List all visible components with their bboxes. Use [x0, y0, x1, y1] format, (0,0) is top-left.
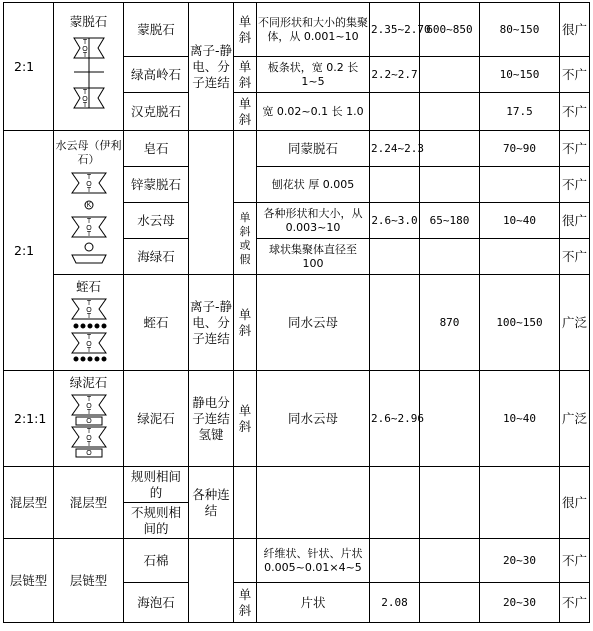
structure-label: 水云母（伊利石） — [55, 138, 122, 166]
value1-cell — [420, 93, 480, 131]
mineral-name-cell: 规则相间的 — [124, 467, 189, 503]
form-size-cell: 刨花状 厚 0.005 — [257, 167, 370, 203]
value1-cell — [420, 539, 480, 583]
bond-type-cell — [189, 539, 234, 623]
svg-text:T: T — [82, 88, 87, 96]
layer-structure-diagram — [64, 295, 114, 367]
value1-cell — [420, 467, 480, 539]
value2-cell — [480, 167, 560, 203]
svg-text:T: T — [86, 395, 91, 403]
table-row — [4, 467, 590, 503]
value2-cell: 70~90 — [480, 131, 560, 167]
svg-text:T: T — [86, 427, 91, 435]
svg-text:O: O — [85, 340, 92, 348]
crystal-system-cell: 单斜 — [234, 275, 257, 371]
value2-cell — [480, 467, 560, 539]
svg-text:O: O — [85, 449, 92, 457]
value2-cell: 17.5 — [480, 93, 560, 131]
mineral-name-cell: 蛭石 — [124, 275, 189, 371]
crystal-system-cell: 单斜 — [234, 93, 257, 131]
structure-label: 绿泥石 — [69, 374, 108, 390]
distribution-cell: 不广 — [560, 539, 590, 583]
table-row — [4, 371, 590, 467]
density-cell: 2.2~2.7 — [370, 57, 420, 93]
layer-structure-diagram — [64, 391, 114, 463]
structure-type-cell: 2:1 — [4, 131, 54, 371]
bond-type-cell: 离子-静电、分子连结 — [189, 275, 234, 371]
mineral-name-cell: 绿泥石 — [124, 371, 189, 467]
density-cell — [370, 467, 420, 539]
structure-type-cell: 混层型 — [4, 467, 54, 539]
svg-text:T: T — [86, 440, 91, 448]
structure-type-cell: 2:1 — [4, 3, 54, 131]
value1-cell: 65~180 — [420, 203, 480, 239]
structure-diagram-cell — [54, 371, 124, 467]
structure-diagram-cell — [54, 275, 124, 371]
structure-diagram-cell — [54, 3, 124, 131]
density-cell: 2.6~3.0 — [370, 203, 420, 239]
mineral-name-cell: 绿高岭石 — [124, 57, 189, 93]
bond-type-cell: 离子-静电、分子连结 — [189, 3, 234, 131]
mineral-name-cell: 汉克脱石 — [124, 93, 189, 131]
mineral-name-cell: 皂石 — [124, 131, 189, 167]
distribution-cell: 很广 — [560, 3, 590, 57]
form-size-cell: 片状 — [257, 583, 370, 623]
value1-cell — [420, 131, 480, 167]
structure-diagram-cell — [54, 131, 124, 275]
distribution-cell: 不广 — [560, 583, 590, 623]
structure-name-cell: 层链型 — [54, 539, 124, 623]
value2-cell: 100~150 — [480, 275, 560, 371]
form-size-cell — [257, 467, 370, 539]
svg-text:O: O — [85, 417, 92, 425]
form-size-cell: 纤维状、针状、片状 0.005~0.01×4~5 — [257, 539, 370, 583]
value1-cell: 600~850 — [420, 3, 480, 57]
density-cell — [370, 93, 420, 131]
value1-cell — [420, 239, 480, 275]
density-cell: 2.24~2.3 — [370, 131, 420, 167]
crystal-system-cell — [234, 467, 257, 539]
value1-cell — [420, 57, 480, 93]
clay-mineral-table — [3, 2, 590, 623]
table-row — [4, 131, 590, 167]
form-size-cell: 同蒙脱石 — [257, 131, 370, 167]
crystal-system-cell — [234, 131, 257, 203]
bond-type-cell — [189, 131, 234, 275]
form-size-cell: 各种形状和大小，从 0.003~10 — [257, 203, 370, 239]
svg-text:T: T — [86, 217, 91, 225]
svg-text:T: T — [86, 186, 91, 194]
structure-name-cell: 混层型 — [54, 467, 124, 539]
value2-cell: 10~40 — [480, 203, 560, 239]
svg-text:O: O — [85, 180, 92, 188]
structure-label: 蒙脱石 — [69, 13, 108, 29]
value1-cell — [420, 371, 480, 467]
value1-cell — [420, 583, 480, 623]
svg-text:T: T — [82, 38, 87, 46]
distribution-cell: 广泛 — [560, 371, 590, 467]
table-row — [4, 539, 590, 583]
bond-type-cell: 静电分子连结氢键 — [189, 371, 234, 467]
distribution-cell: 不广 — [560, 167, 590, 203]
svg-text:T: T — [86, 173, 91, 181]
value2-cell: 20~30 — [480, 539, 560, 583]
layer-structure-diagram — [64, 167, 114, 267]
bond-type-cell: 各种连结 — [189, 467, 234, 539]
svg-text:K: K — [86, 201, 91, 209]
distribution-cell: 很广 — [560, 467, 590, 539]
svg-text:O: O — [81, 45, 88, 53]
density-cell — [370, 167, 420, 203]
value2-cell: 80~150 — [480, 3, 560, 57]
crystal-system-cell — [234, 539, 257, 583]
svg-text:O: O — [85, 434, 92, 442]
distribution-cell: 不广 — [560, 131, 590, 167]
distribution-cell: 广泛 — [560, 275, 590, 371]
form-size-cell: 同水云母 — [257, 275, 370, 371]
density-cell: 2.08 — [370, 583, 420, 623]
table-row — [4, 275, 590, 371]
form-size-cell: 球状集聚体直径至 100 — [257, 239, 370, 275]
density-cell — [370, 539, 420, 583]
value2-cell: 20~30 — [480, 583, 560, 623]
value2-cell — [480, 239, 560, 275]
distribution-cell: 很广 — [560, 203, 590, 239]
structure-label: 蛭石 — [75, 278, 101, 294]
distribution-cell: 不广 — [560, 239, 590, 275]
value2-cell: 10~40 — [480, 371, 560, 467]
layer-structure-diagram — [64, 30, 114, 120]
mineral-name-cell: 锌蒙脱石 — [124, 167, 189, 203]
density-cell: 2.35~2.70 — [370, 3, 420, 57]
mineral-name-cell: 蒙脱石 — [124, 3, 189, 57]
svg-text:O: O — [85, 402, 92, 410]
mineral-name-cell: 石棉 — [124, 539, 189, 583]
crystal-system-cell: 单斜 — [234, 583, 257, 623]
mineral-name-cell: 不规则相间的 — [124, 503, 189, 539]
value1-cell: 870 — [420, 275, 480, 371]
svg-text:T: T — [86, 333, 91, 341]
svg-text:T: T — [86, 299, 91, 307]
mineral-name-cell: 水云母 — [124, 203, 189, 239]
svg-text:O: O — [81, 95, 88, 103]
distribution-cell: 不广 — [560, 93, 590, 131]
mineral-name-cell: 海绿石 — [124, 239, 189, 275]
svg-text:T: T — [82, 101, 87, 109]
form-size-cell: 宽 0.02~0.1 长 1.0 — [257, 93, 370, 131]
structure-type-cell: 层链型 — [4, 539, 54, 623]
crystal-system-cell: 单斜或假 — [234, 203, 257, 275]
svg-text:T: T — [86, 230, 91, 238]
value1-cell — [420, 167, 480, 203]
svg-text:O: O — [85, 224, 92, 232]
svg-text:T: T — [82, 51, 87, 59]
svg-text:T: T — [86, 408, 91, 416]
svg-text:T: T — [86, 346, 91, 354]
mineral-name-cell: 海泡石 — [124, 583, 189, 623]
form-size-cell: 板条状，宽 0.2 长 1~5 — [257, 57, 370, 93]
distribution-cell: 不广 — [560, 57, 590, 93]
density-cell — [370, 275, 420, 371]
table-row — [4, 3, 590, 57]
form-size-cell: 不同形状和大小的集聚体，从 0.001~10 — [257, 3, 370, 57]
crystal-system-cell: 单斜 — [234, 57, 257, 93]
svg-text:O: O — [85, 306, 92, 314]
density-cell: 2.6~2.96 — [370, 371, 420, 467]
structure-type-cell: 2:1:1 — [4, 371, 54, 467]
density-cell — [370, 239, 420, 275]
svg-text:T: T — [86, 312, 91, 320]
crystal-system-cell: 单斜 — [234, 3, 257, 57]
form-size-cell: 同水云母 — [257, 371, 370, 467]
value2-cell: 10~150 — [480, 57, 560, 93]
crystal-system-cell: 单斜 — [234, 371, 257, 467]
